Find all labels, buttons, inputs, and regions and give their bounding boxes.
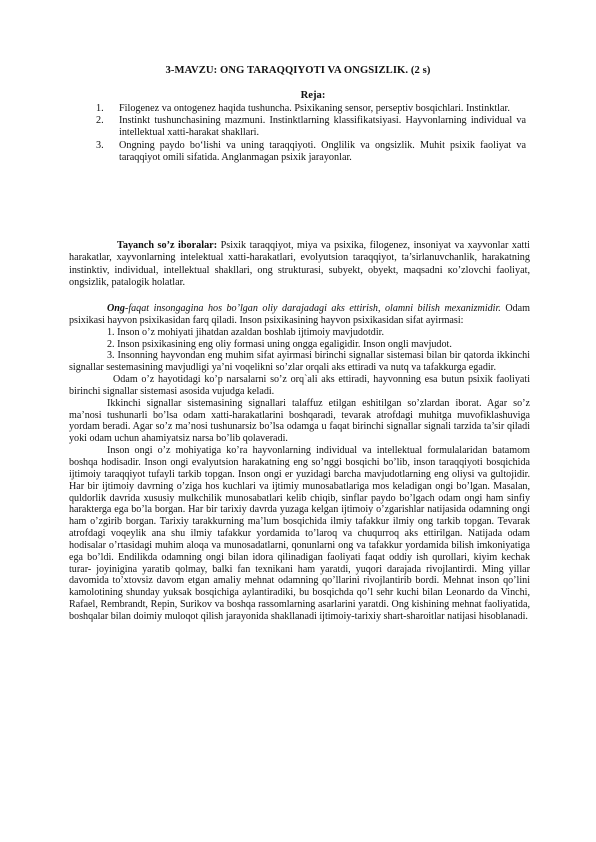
list-item: 3. Insonning hayvondan eng muhim sifat ayirmasi birinchi signallar sistemasi bilan bir qatorda ikkinchi signallar sestemasining mavjudligi ya’ni voqelikni so’zlar orqali aks ettiradi va nutq va tafakkurga egadir. bbox=[69, 350, 530, 374]
plan-item-text: Instinkt tushunchasining mazmuni. Instinktlarning klassifikatsiyasi. Hayvonlarning individual va intellektual xatti-harakat shakllari. bbox=[119, 115, 526, 139]
keywords-paragraph bbox=[69, 240, 530, 289]
plan-heading: Reja: bbox=[300, 90, 326, 101]
plan-item-text: Filogenez va ontogenez haqida tushuncha. Psixikaning sensor, perseptiv bosqichlari. Instinktlar. bbox=[119, 103, 510, 114]
plan-item-number: 3. bbox=[96, 139, 104, 151]
list-item: 2. Inson psixikasining eng oliy formasi uning ongga egaligidir. Inson ongli mavjudot. bbox=[107, 338, 452, 350]
plan-item bbox=[96, 140, 526, 164]
plan-list bbox=[96, 103, 526, 164]
keywords-text: Psixik taraqqiyot, miya va psixika, filogenez, insoniyat va xayvonlar xatti harakatlar, xayvonlarning intelektual xatti-harakatlari, evolyutsion taraqqiyot, ta’sirlanuvchanlik, harakatning instinktiv, individual, intellektual shakllari, ong strukturasi, subyekt, obyekt, maqsadni кo’zlovchi faoliyat, ongsizlik, patalogik holatlar. bbox=[69, 240, 531, 288]
plan-item bbox=[96, 103, 526, 115]
paragraph: Odam o’z hayotidagi ko’p narsalarni so’z orq`ali aks ettiradi, hayvonning esa butun psixik faoliyati birinchi signallar sistemasi asosida vujudga keladi. bbox=[69, 374, 530, 397]
lead-term: Ong bbox=[107, 303, 125, 314]
page-title: 3-MAVZU: ONG TARAQQIYOTI VA ONGSIZLIK. (2 s) bbox=[165, 65, 431, 76]
body-text bbox=[69, 303, 530, 623]
paragraph: Inson ongi o’z mohiyatiga ko’ra hayvonlarning individual va intellektual formulalaridan batamom boshqa hodisadir. Inson ongi evalyutsion harakatning eng so’nggi bosqichi bo’lib, inson taraqqiyoti bosqichida ijtimoiy taraqqiyot tufayli tarkib topgan. Inson ongi er yuzidagi barcha mavjudotlarning eng oliysi va gultojidir. Har bir ijtimoiy davrning o’ziga hos kuchlari va ijtimiy munosabatlariga mos keladigan ongi bo’lgan. Masalan, quldorlik davrida xususiy mulkchilik munosabatlari kelib chiqib, sinflar paydo bo’lgach odam ongi ham sinfiy harakterga ega bo’la borgan. Har bir tarixiy davrda yuzaga kelgan ijtimoiy o’zgarishlar natijasida odamning ongi ham o’zgirib borgan. Tarixiy tarakkurning ma’lum bosqichida ilmiy tafakkur ilmiy ong tarkib topgan. Tevarak atrofdagi voqeylik ana shu ilmiy tafakkur yordamida to’laroq va chuqurroq aks ettirilgan. Natijada odam hodisalar o’rtasidagi muhim aloqa va munosadatlarni, qonunlarni ong va tafakkur yordamida bilish imkoniyatiga ega bo’ldi. Endilikda odamning ongi bilan idora qilinadigan faoliyati faqat oddiy ish qurollari, kiyim kechak turar- joyinigina yaratib qolmay, balki fan texnikani ham yaratdi, yuqori darajada rivojlantirdi. Ming yillar davomida to’xtovsiz davom etgan amaliy mehnat odamning qo’llarini rivojlantirib bordi. Mehnat inson qo’lini kamolotining shunday yuksak bosqichiga aylantiradiki, bu bosqichda qo’l sehr kuchi bilan Leonardo da Vinchi, Rafael, Rembrandt, Repin, Surikov va boshqa rassomlarning asarlarini yaratdi. Ong kishining mehnat faoliyatida, boshqalar bilan doimiy muloqot qilish jarayonida shakllanadi ijtimoiy-tarixiy shart-sharoitlar natijasi hisoblanadi. bbox=[69, 445, 530, 622]
plan-item bbox=[96, 115, 526, 139]
plan-item-number: 2. bbox=[96, 115, 104, 127]
keywords-label: Tayanch so’z iboralar: bbox=[117, 240, 218, 251]
definition-paragraph bbox=[69, 303, 530, 327]
lead-rest: Odam psixikasi hayvon psixikasidan farq qiladi. Inson psixikasining hayvon psixikasidan sifat ayirmasi: bbox=[69, 303, 530, 326]
list-item: 1. Inson o’z mohiyati jihatdan azaldan boshlab ijtimoiy mavjudotdir. bbox=[107, 326, 384, 338]
plan-item-number: 1. bbox=[96, 103, 104, 114]
paragraph: Ikkinchi signallar sistemasining signallari talaffuz etilgan eshitilgan so’zlardan iborat. Agar so’z ma’nosi tushunarli bo’lsa odam xatti-harakatlarini boshqaradi, tevarak atrofdagi muhitga muvofiklashuviga yordam beradi. Agar so’z ma’nosi tushunarsiz bo’lsa odamga u faqat birinchi signallar signali tarzida ta’sir qiladi yoki odam uchun ahamiyatsiz narsa bo’lib qolaveradi. bbox=[69, 397, 530, 445]
plan-item-text: Ongning paydo bo‘lishi va uning taraqqiyoti. Onglilik va ongsizlik. Muhit psixik faoliyat va taraqqiyot omili sifatida. Anglanmagan psixik jarayonlar. bbox=[119, 139, 526, 163]
lead-definition: -faqat insongagina hos bo’lgan oliy darajadagi aks ettirish, olamni bilish mexanizmidir. bbox=[124, 303, 501, 314]
